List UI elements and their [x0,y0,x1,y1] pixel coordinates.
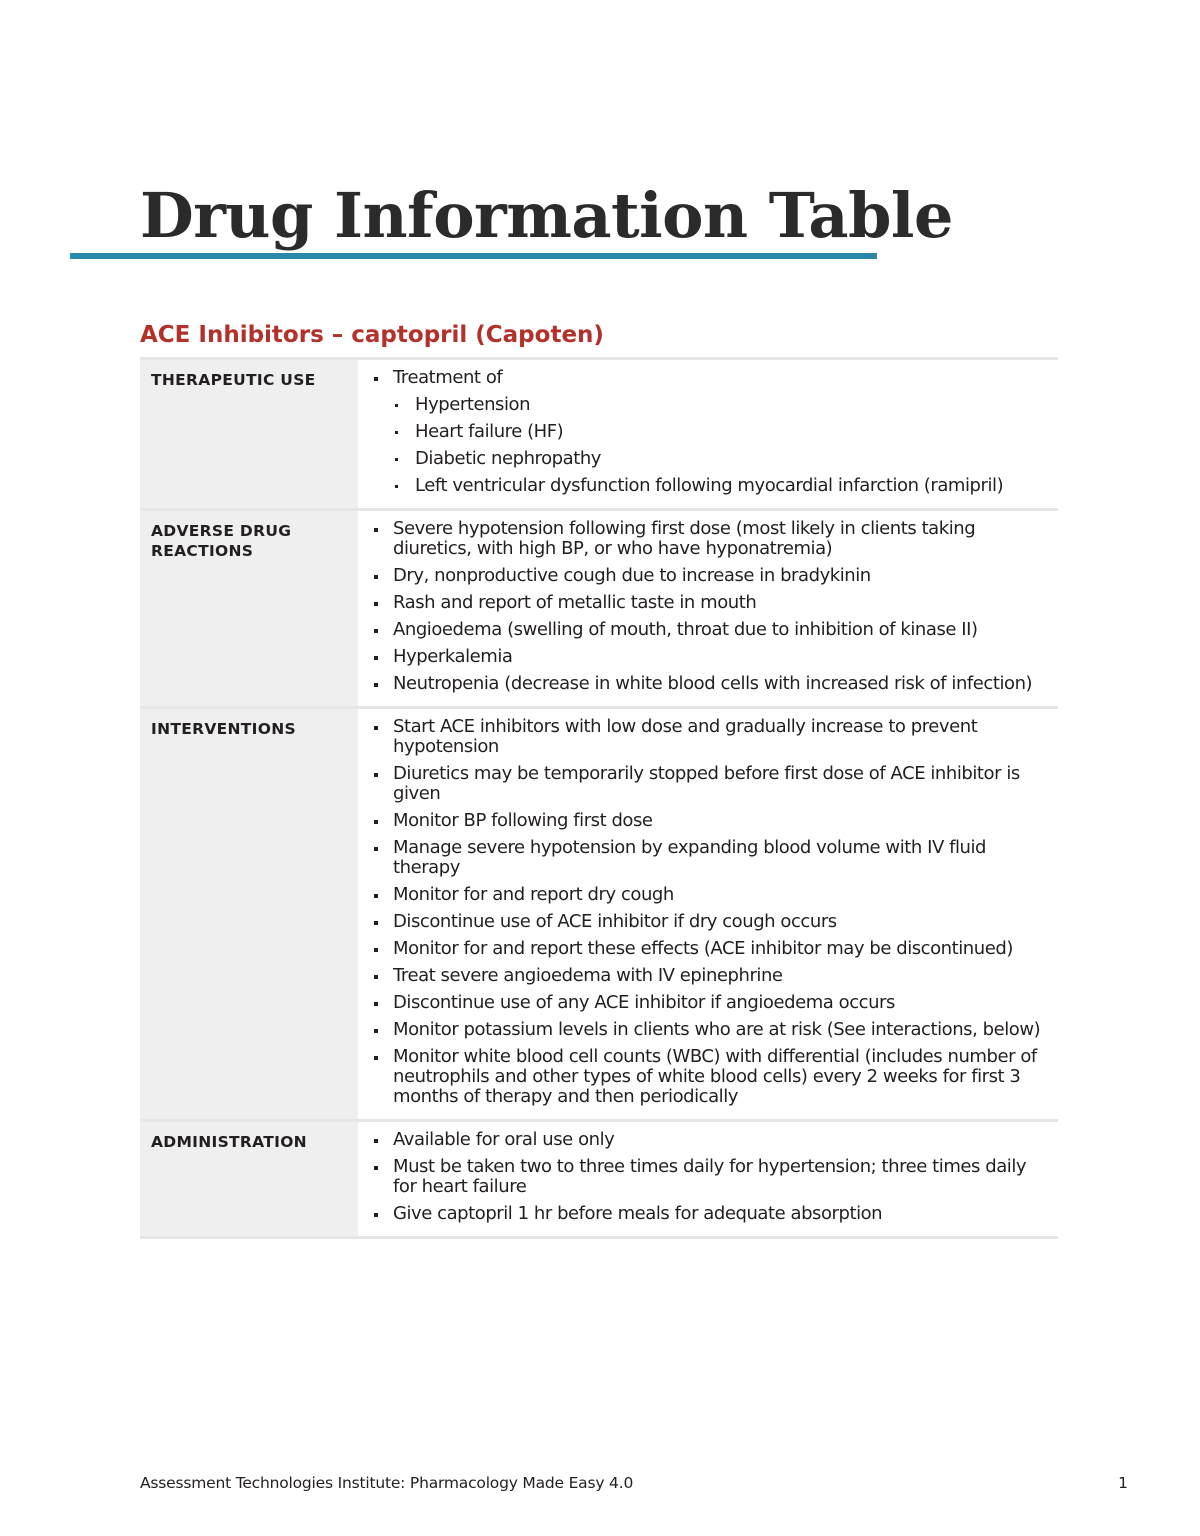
list-item: Must be taken two to three times daily for hypertension; three times daily for heart failure [372,1157,1050,1197]
title-underline [70,253,877,259]
list-item: Start ACE inhibitors with low dose and gradually increase to prevent hypotension [372,717,1050,757]
list-item: Neutropenia (decrease in white blood cells with increased risk of infection) [372,674,1050,694]
row-label-interventions: INTERVENTIONS [140,709,358,1119]
row-content-administration [358,1122,1058,1236]
list-item: Hyperkalemia [372,647,1050,667]
table-row-adverse-reactions [140,508,1058,706]
row-label-administration: ADMINISTRATION [140,1122,358,1236]
list-item: Angioedema (swelling of mouth, throat due to inhibition of kinase II) [372,620,1050,640]
list-item: Available for oral use only [372,1130,1050,1150]
table-row-therapeutic-use [140,357,1058,508]
sub-list-item: Diabetic nephropathy [393,449,1050,469]
drug-info-table [140,357,1058,1239]
row-content-therapeutic-use [358,360,1058,508]
section-heading: ACE Inhibitors – captopril (Capoten) [140,322,604,348]
page-number: 1 [1118,1474,1128,1492]
list-item: Manage severe hypotension by expanding blood volume with IV fluid therapy [372,838,1050,878]
sub-list-item: Heart failure (HF) [393,422,1050,442]
list-item-text: Treatment of [393,367,503,388]
list-item: Rash and report of metallic taste in mouth [372,593,1050,613]
list-item: Treat severe angioedema with IV epinephrine [372,966,1050,986]
list-item: Dry, nonproductive cough due to increase in bradykinin [372,566,1050,586]
footer-source: Assessment Technologies Institute: Pharmacology Made Easy 4.0 [140,1474,634,1492]
row-content-interventions [358,709,1058,1119]
list-item: Monitor potassium levels in clients who are at risk (See interactions, below) [372,1020,1050,1040]
sub-list-item: Hypertension [393,395,1050,415]
list-item: Give captopril 1 hr before meals for adequate absorption [372,1204,1050,1224]
row-label-adverse-reactions: ADVERSE DRUG REACTIONS [140,511,358,706]
list-item: Monitor for and report these effects (ACE inhibitor may be discontinued) [372,939,1050,959]
list-item: Discontinue use of any ACE inhibitor if angioedema occurs [372,993,1050,1013]
list-item: Monitor BP following first dose [372,811,1050,831]
page-title: Drug Information Table [140,179,953,252]
list-item [372,368,1050,496]
list-item: Severe hypotension following first dose (most likely in clients taking diuretics, with high BP, or who have hyponatremia) [372,519,1050,559]
list-item: Discontinue use of ACE inhibitor if dry cough occurs [372,912,1050,932]
list-item: Monitor for and report dry cough [372,885,1050,905]
table-row-interventions [140,706,1058,1119]
row-label-therapeutic-use: THERAPEUTIC USE [140,360,358,508]
list-item: Diuretics may be temporarily stopped before first dose of ACE inhibitor is given [372,764,1050,804]
row-content-adverse-reactions [358,511,1058,706]
list-item: Monitor white blood cell counts (WBC) with differential (includes number of neutrophils and other types of white blood cells) every 2 weeks for first 3 months of therapy and then periodically [372,1047,1050,1107]
sub-list-item: Left ventricular dysfunction following myocardial infarction (ramipril) [393,476,1050,496]
table-row-administration [140,1119,1058,1239]
